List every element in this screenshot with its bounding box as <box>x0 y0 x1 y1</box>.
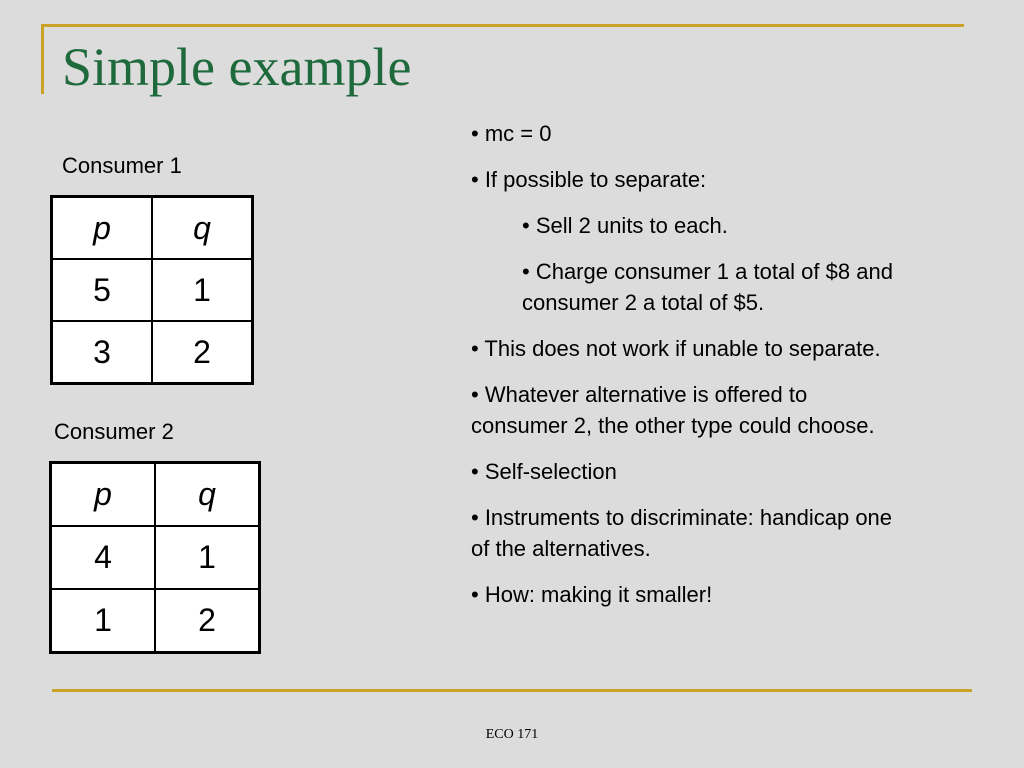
consumer-2-table <box>49 461 261 654</box>
table-header-row <box>51 463 260 527</box>
table-row <box>51 589 260 653</box>
table-row <box>52 321 253 384</box>
sub-bullet-item: • Sell 2 units to each. <box>522 213 728 238</box>
cell-p: 4 <box>51 526 156 589</box>
header-p: p <box>51 463 156 527</box>
cell-p: 5 <box>52 259 153 321</box>
footer-text: ECO 171 <box>485 727 539 742</box>
title-rule-vertical <box>41 24 44 94</box>
title-rule-horizontal <box>41 24 964 27</box>
header-q: q <box>152 197 253 260</box>
cell-q: 1 <box>152 259 253 321</box>
bullet-item: • Whatever alternative is offered to consumer 2, the other type could choose. <box>471 382 875 438</box>
consumer-2-label: Consumer 2 <box>54 419 174 444</box>
cell-p: 1 <box>51 589 156 653</box>
cell-q: 2 <box>152 321 253 384</box>
header-q: q <box>155 463 260 527</box>
header-p: p <box>52 197 153 260</box>
cell-p: 3 <box>52 321 153 384</box>
footer-rule <box>52 689 972 692</box>
slide-title: Simple example <box>62 37 412 97</box>
bullet-item: • How: making it smaller! <box>471 582 713 607</box>
bullet-item: • If possible to separate: <box>471 167 707 192</box>
consumer-1-table <box>50 195 254 385</box>
sub-bullet-item: • Charge consumer 1 a total of $8 and consumer 2 a total of $5. <box>522 259 893 315</box>
bullet-item: • mc = 0 <box>471 121 552 146</box>
table-header-row <box>52 197 253 260</box>
bullet-list <box>471 118 901 625</box>
table-row <box>51 526 260 589</box>
bullet-item: • This does not work if unable to separate. <box>471 336 881 361</box>
consumer-1-label: Consumer 1 <box>62 153 182 178</box>
bullet-item: • Instruments to discriminate: handicap one of the alternatives. <box>471 505 893 561</box>
table-row <box>52 259 253 321</box>
bullet-item: • Self-selection <box>471 459 617 484</box>
cell-q: 2 <box>155 589 260 653</box>
cell-q: 1 <box>155 526 260 589</box>
